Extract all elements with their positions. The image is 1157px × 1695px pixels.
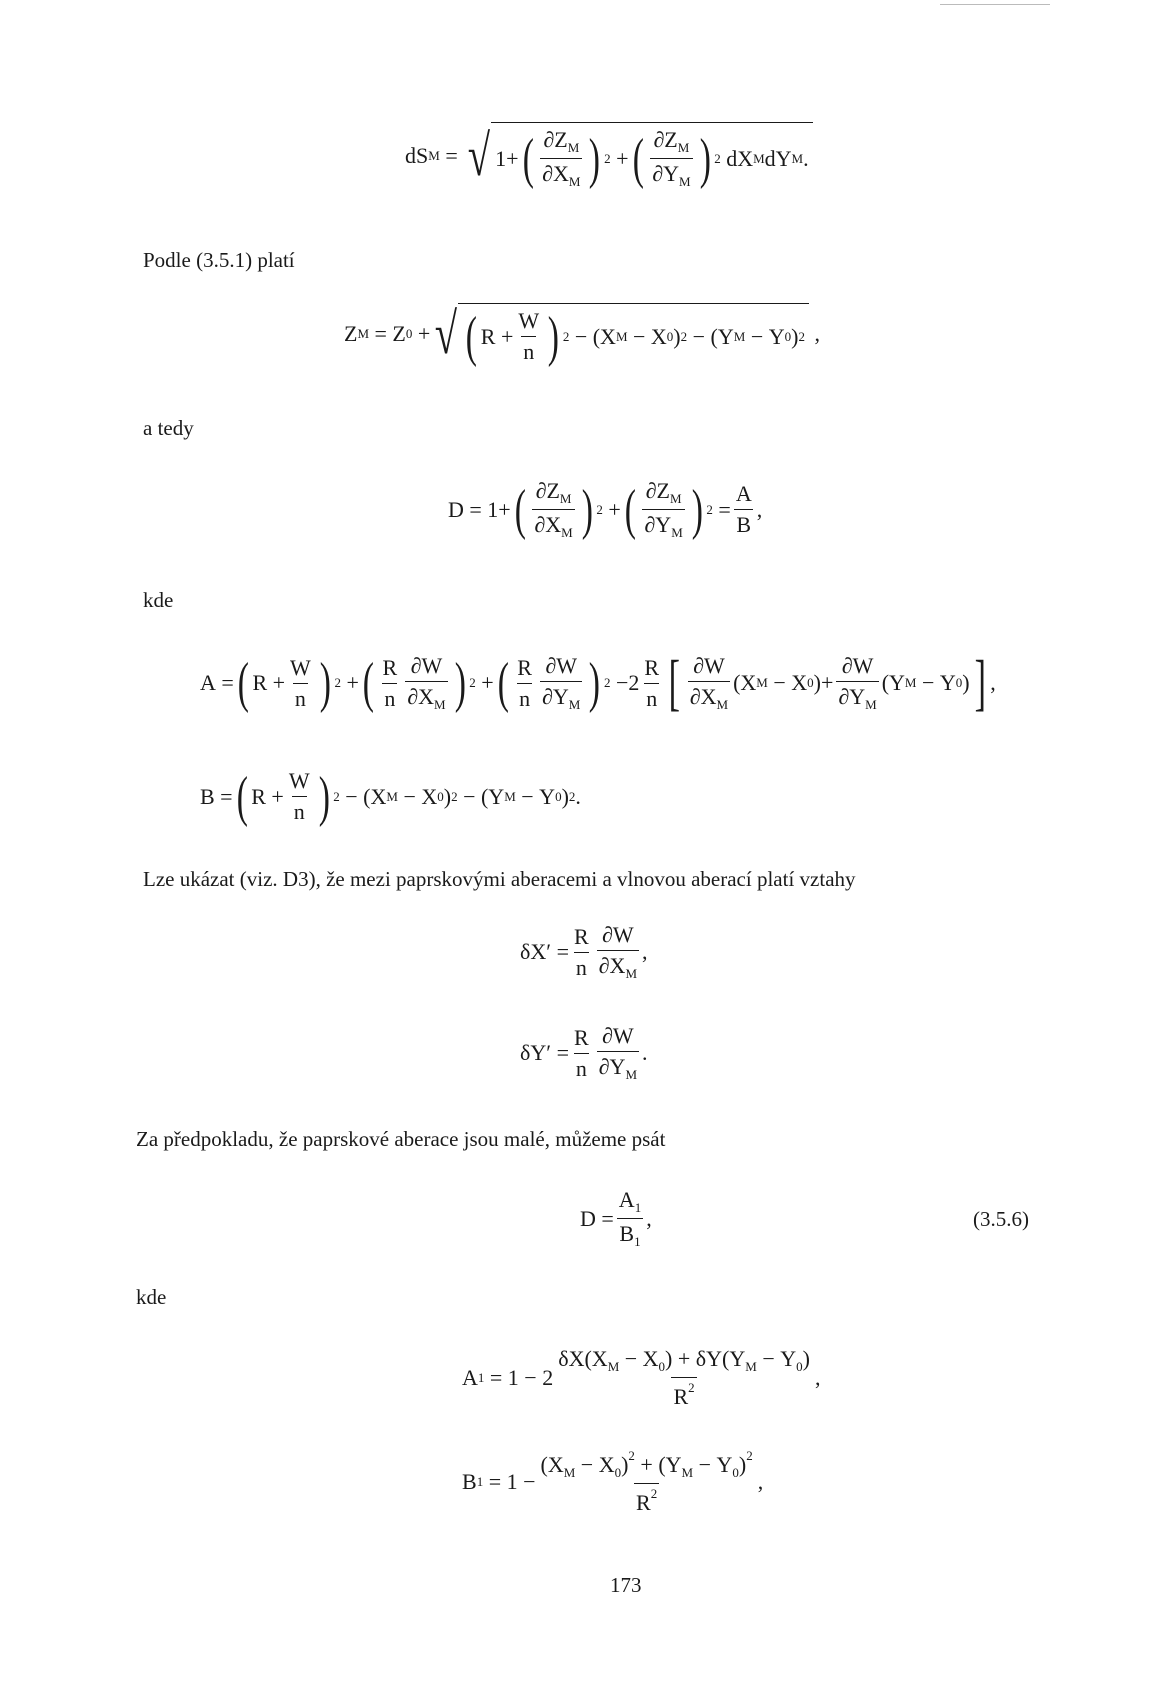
equation-d-simplified: D = $\frac{A_1}{B_1}$ ,: [580, 1187, 652, 1249]
paragraph-kde-1: kde: [143, 588, 174, 612]
paragraph-za-predpokladu: Za předpokladu, že paprskové aberace jsou malé, můžeme psát: [136, 1127, 666, 1151]
equation-delta-y: δY′ = $\frac{R}{n}$ $\frac{\partial W}{\partial Y_M}$ .: [520, 1023, 648, 1082]
equation-d: D = 1+ ( $\frac{\partial Z_M}{\partial X_M}$ ) 2 + ( $\frac{\partial Z_M}{\partial Y_M}$ ) 2 = $\frac{A}{B}$ ,: [448, 478, 763, 541]
page-number: 173: [610, 1573, 642, 1597]
top-rule: [940, 4, 1050, 5]
equation-b: B = ( R + $\frac{W}{n}$ ) 2 − (X M − X 0 ) 2 − (Y M − Y 0 ) 2 .: [200, 765, 581, 828]
paragraph-lze-ukazat: Lze ukázat (viz. D3), že mezi paprskovými aberacemi a vlnovou aberací platí vztahy: [143, 867, 856, 891]
equation-a1: A 1 = 1 − 2 $\frac{\delta X(X_M - X_0) + \delta Y(Y_M - Y_0)}{R^2}$ ,: [462, 1346, 821, 1409]
equation-number: (3.5.6): [973, 1207, 1029, 1231]
equation-b1: B 1 = 1 − $\frac{(X_M - X_0)^2 + (Y_M - Y_0)^2}{R^2}$ ,: [462, 1448, 764, 1515]
paragraph-podle: Podle (3.5.1) platí: [143, 248, 295, 272]
equation-dsm: dS M = √ 1+ ( $\frac{\partial Z_M}{\partial X_M}$ ) 2 + ( $\frac{\partial Z_M}{\partial Y_M}$ ) 2 dX M dY M .: [405, 122, 813, 190]
equation-zm: Z M = Z 0 + √ ( R + $\frac{W}{n}$ ) 2 − (X M − X 0 ) 2 − (Y M − Y 0 ) 2 ,: [344, 301, 820, 368]
paragraph-kde-2: kde: [136, 1285, 167, 1309]
equation-delta-x: δX′ = $\frac{R}{n}$ $\frac{\partial W}{\partial X_M}$ ,: [520, 922, 648, 981]
equation-a: A = ( R + $\frac{W}{n}$ ) 2 + ( $\frac{R}{n}$ $\frac{\partial W}{\partial X_M}$ ) 2 + ( $\frac{R}{n}$ $\frac{\partial W}{\partial Y_M}$ ) 2 −2 $\frac{R}{n}$ [ $\frac{\partial W}{\partial X_M}$ (X M − X 0 )+ $\frac{\partial W}{\partial Y_M}$ (Y M − Y 0 ) ] ,: [200, 649, 996, 717]
paragraph-a-tedy: a tedy: [143, 416, 194, 440]
